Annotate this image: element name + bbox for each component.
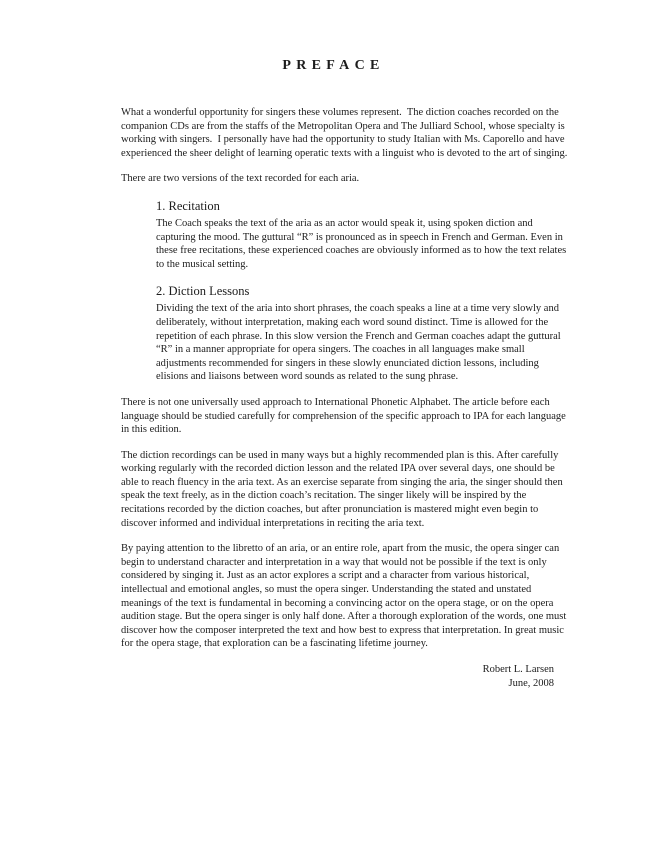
versions-paragraph: There are two versions of the text recorded for each aria. xyxy=(121,173,360,185)
section-recitation-heading: 1. Recitation xyxy=(156,198,220,213)
section-recitation-body: The Coach speaks the text of the aria as an actor would speak it, using spoken diction and capturing the mood. The guttural “R” is pronounced as in speech in French and German. Even in these free recitations, these experienced coaches are obviously informed as to how the text relates to the musical setting. xyxy=(156,217,569,270)
ipa-note-paragraph: There is not one universally used approach to International Phonetic Alphabet. The article before each language should be studied carefully for comprehension of the specific approach to IPA for each language in this edition. xyxy=(121,396,569,436)
document-body xyxy=(121,106,568,690)
signature-block xyxy=(121,663,568,690)
recommended-plan-paragraph: The diction recordings can be used in many ways but a highly recommended plan is this. After carefully working regularly with the recorded diction lesson and the related IPA over several days, one should be able to reach fluency in the aria text. As an exercise separate from singing the aria, the singer should then speak the text freely, as in the diction coach’s recitation. The singer likely will be inspired by the recitations recorded by the diction coaches, but after pronunciation is mastered might even begin to discover informed and individual interpretations in reciting the aria text. xyxy=(121,449,566,529)
page-title: PREFACE xyxy=(282,58,385,73)
section-recitation xyxy=(156,198,568,271)
libretto-interpretation-paragraph: By paying attention to the libretto of an aria, or an entire role, apart from the music, the opera singer can begin to understand character and interpretation in a way that would not be possible if the text is only considered by singing it. Just as an actor explores a script and a character from various historical, intellectual and emotional angles, so must the opera singer. Understanding the stated and unstated meanings of the text is fundamental in becoming a convincing actor on the opera stage, or on the opera audition stage. But the opera singer is only half done. After a thorough exploration of the words, one must discover how the composer interpreted the text and how best to express that interpretation. In great music for the opera stage, that exploration can be a fascinating lifetime journey. xyxy=(121,543,569,650)
section-diction-lessons-heading: 2. Diction Lessons xyxy=(156,284,250,299)
section-diction-lessons-body: Dividing the text of the aria into short phrases, the coach speaks a line at a time very slowly and deliberately, without interpretation, making each word sound distinct. Time is allowed for the repetition of each phrase. In this slow version the French and German coaches adapt the guttural “R” in a manner appropriate for opera singers. The coaches in all languages make small adjustments recommended for singers in these slowly enunciated diction lessons, including elisions and liaisons between word sounds as related to the sung phrase. xyxy=(156,303,564,383)
signature-date: June, 2008 xyxy=(508,677,554,689)
signature-name: Robert L. Larsen xyxy=(482,664,554,675)
section-diction-lessons xyxy=(156,283,568,384)
intro-paragraph: What a wonderful opportunity for singers these volumes represent. The diction coaches recorded on the companion CDs are from the staffs of the Metropolitan Opera and The Julliard School, whose specialty is working with singers. I personally have had the opportunity to study Italian with Ms. Caporello and have experienced the sheer delight of learning operatic texts with a linguist who is devoted to the art of singing. xyxy=(121,107,568,159)
